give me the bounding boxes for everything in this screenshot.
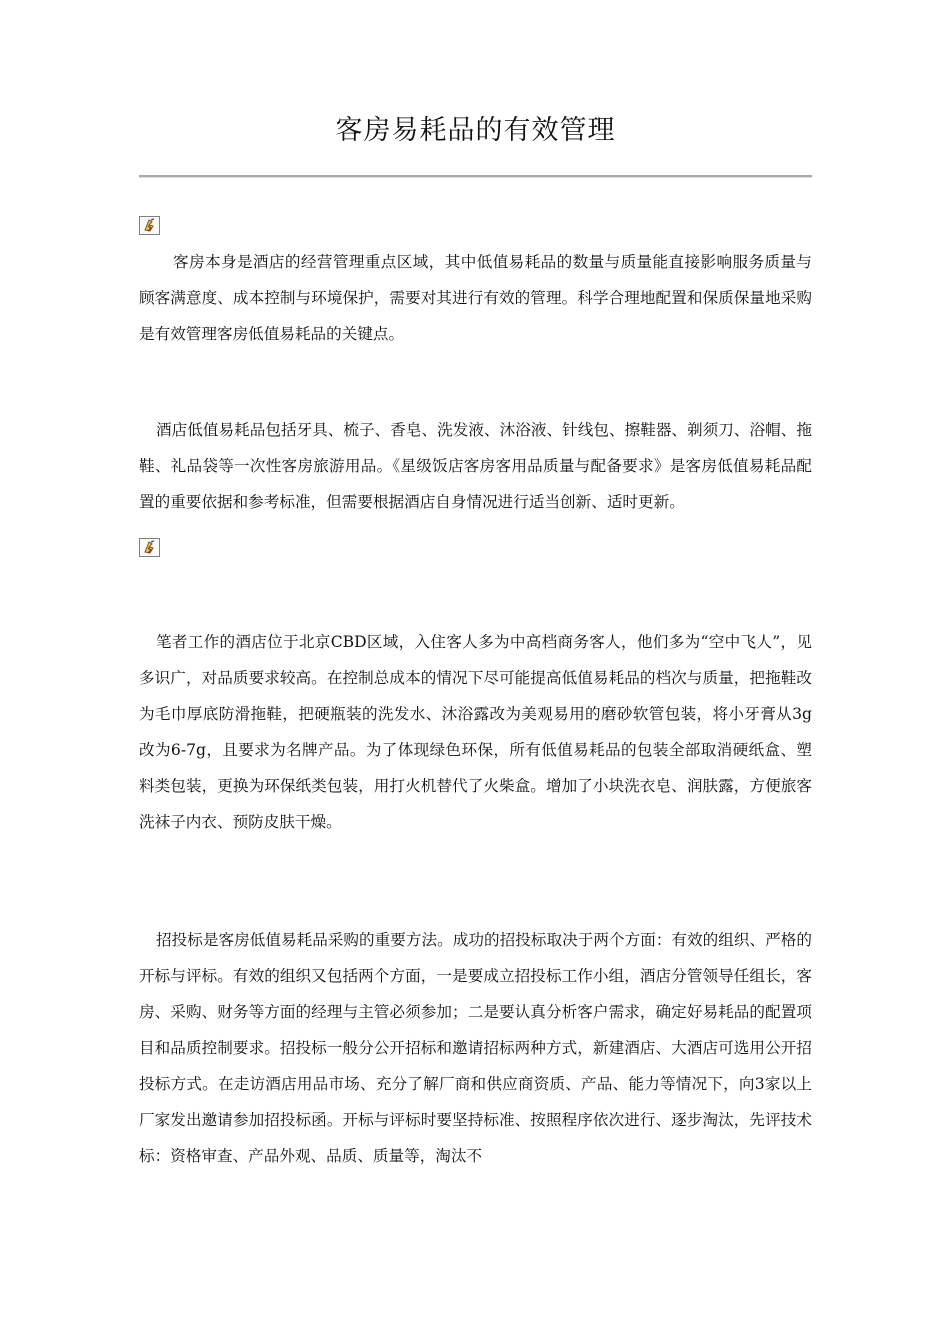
document-title: 客房易耗品的有效管理 <box>335 115 616 146</box>
title-divider <box>139 175 812 178</box>
paragraph-hotel-practice: 笔者工作的酒店位于北京CBD区域，入住客人多为中高档商务客人，他们多为“空中飞人”，见多识广，对品质要求较高。在控制总成本的情况下尽可能提高低值易耗品的档次与质量，把拖鞋改为毛巾厚底防滑拖鞋，把硬瓶装的洗发水、沐浴露改为美观易用的磨砂软管包装，将小牙膏从3g改为6-7g，且要求为名牌产品。为了体现绿色环保，所有低值易耗品的包装全部取消硬纸盒、塑料类包装，更换为环保纸类包装，用打火机替代了火柴盒。增加了小块洗衣皂、润肤露，方便旅客洗袜子内衣、预防皮肤干燥。 <box>139 633 812 831</box>
paragraph-intro: 客房本身是酒店的经营管理重点区域，其中低值易耗品的数量与质量能直接影响服务质量与顾客满意度、成本控制与环境保护，需要对其进行有效的管理。科学合理地配置和保质保量地采购是有效管理客房低值易耗品的关键点。 <box>139 253 812 343</box>
paragraph-tendering: 招投标是客房低值易耗品采购的重要方法。成功的招投标取决于两个方面：有效的组织、严格的开标与评标。有效的组织又包括两个方面，一是要成立招投标工作小组，酒店分管领导任组长，客房、采购、财务等方面的经理与主管必须参加；二是要认真分析客户需求，确定好易耗品的配置项目和品质控制要求。招投标一般分公开招标和邀请招标两种方式，新建酒店、大酒店可选用公开招投标方式。在走访酒店用品市场、充分了解厂商和供应商资质、产品、能力等情况下，向3家以上厂家发出邀请参加招投标函。开标与评标时要坚持标准、按照程序依次进行、逐步淘汰，先评技术标：资格审查、产品外观、品质、质量等，淘汰不 <box>139 931 812 1165</box>
paragraph-consumables: 酒店低值易耗品包括牙具、梳子、香皂、洗发液、沐浴液、针线包、擦鞋器、剃须刀、浴帽、拖鞋、礼品袋等一次性客房旅游用品。《星级饭店客房客用品质量与配备要求》是客房低值易耗品配置的重要依据和参考标准，但需要根据酒店自身情况进行适当创新、适时更新。 <box>139 421 812 511</box>
image-placeholder-icon <box>139 216 160 235</box>
image-placeholder-icon <box>139 538 160 557</box>
